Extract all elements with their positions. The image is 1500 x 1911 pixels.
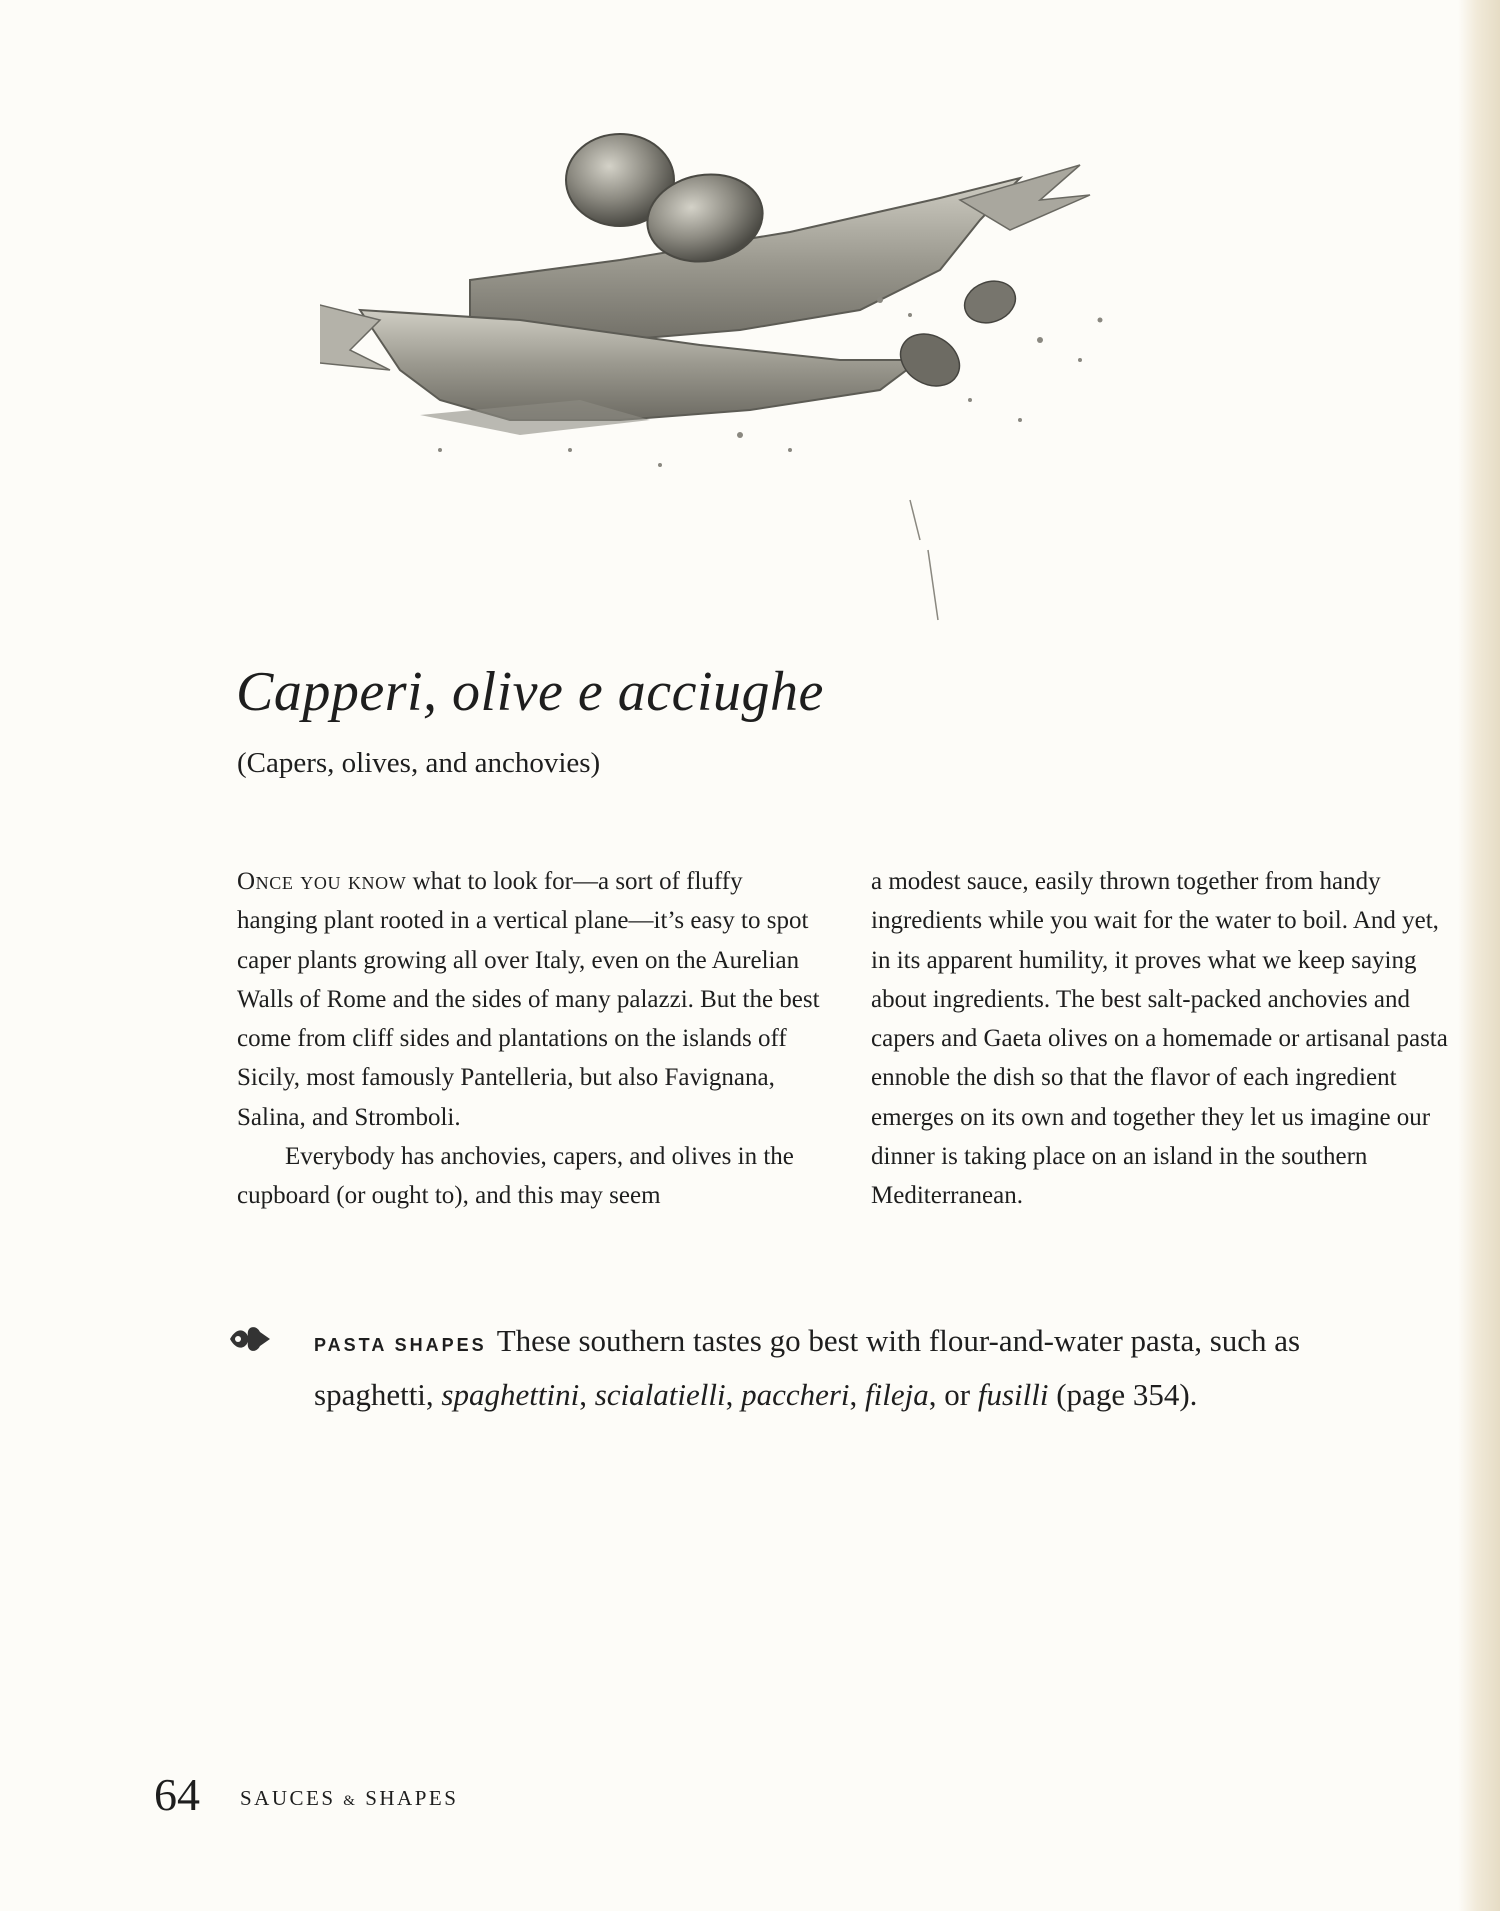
intro-paragraph-2-continued: a modest sauce, easily thrown together from handy ingredients while you wait for the water to boil. And yet, in its apparent humility, it proves what we keep saying about ingredients. The best salt-packed anchovies and capers and Gaeta olives on a homemade or artisanal pasta ennoble the dish so that the flavor of each ingredient emerges on its own and together they let us imagine our dinner is taking place on an island in the southern Mediterranean. bbox=[871, 868, 1448, 1210]
separator: , or bbox=[928, 1377, 978, 1412]
intro-paragraph-1-text: what to look for—a sort of fluffy hanging plant rooted in a vertical plane—it’s easy to spot caper plants growing all over Italy, even on the Aurelian Walls of Rome and the sides of many palazzi. But the best come from cliff sides and plantations on the islands off Sicily, most famously Pantelleria, but also Favignana, Salina, and Stromboli. bbox=[237, 868, 820, 1131]
separator: , bbox=[725, 1377, 742, 1412]
intro-column-right bbox=[871, 862, 1461, 1216]
shape-paccheri: paccheri bbox=[741, 1377, 850, 1412]
shape-fusilli: fusilli bbox=[977, 1377, 1049, 1412]
running-head-part: SHAPES bbox=[357, 1786, 459, 1810]
pasta-shapes-sentence: These southern tastes go best with flour-and-water pasta, such as spaghetti, bbox=[314, 1323, 1301, 1412]
recipe-title: Capperi, olive e acciughe bbox=[236, 661, 824, 723]
separator: , bbox=[849, 1377, 866, 1412]
pasta-shapes-label: PASTA SHAPES bbox=[314, 1335, 487, 1355]
separator: , bbox=[579, 1377, 595, 1412]
fleuron-ornament-icon bbox=[226, 1322, 272, 1356]
shape-fileja: fileja bbox=[865, 1377, 929, 1412]
page-number: 64 bbox=[154, 1769, 200, 1820]
shape-scialatielli: scialatielli bbox=[594, 1377, 726, 1412]
page-reference: (page 354). bbox=[1048, 1377, 1198, 1412]
shape-spaghettini: spaghettini bbox=[441, 1377, 580, 1412]
intro-column-left bbox=[237, 862, 827, 1216]
lead-in-small-caps: Once you know bbox=[237, 868, 407, 895]
intro-paragraph-2: Everybody has anchovies, capers, and olives in the cupboard (or ought to), and this may seem bbox=[237, 1143, 794, 1210]
recipe-subtitle: (Capers, olives, and anchovies) bbox=[237, 747, 601, 779]
anchovies-olives-capers-illustration bbox=[320, 120, 1350, 740]
pasta-shapes-text bbox=[314, 1316, 1414, 1420]
intro-paragraph-1 bbox=[237, 862, 827, 1137]
caper-lower bbox=[891, 324, 969, 397]
running-head-ampersand: & bbox=[343, 1793, 358, 1809]
caper-upper bbox=[959, 274, 1022, 329]
running-head-part: SAUCES bbox=[240, 1786, 344, 1810]
running-head bbox=[240, 1786, 458, 1811]
page-gutter-shadow bbox=[1458, 0, 1500, 1911]
